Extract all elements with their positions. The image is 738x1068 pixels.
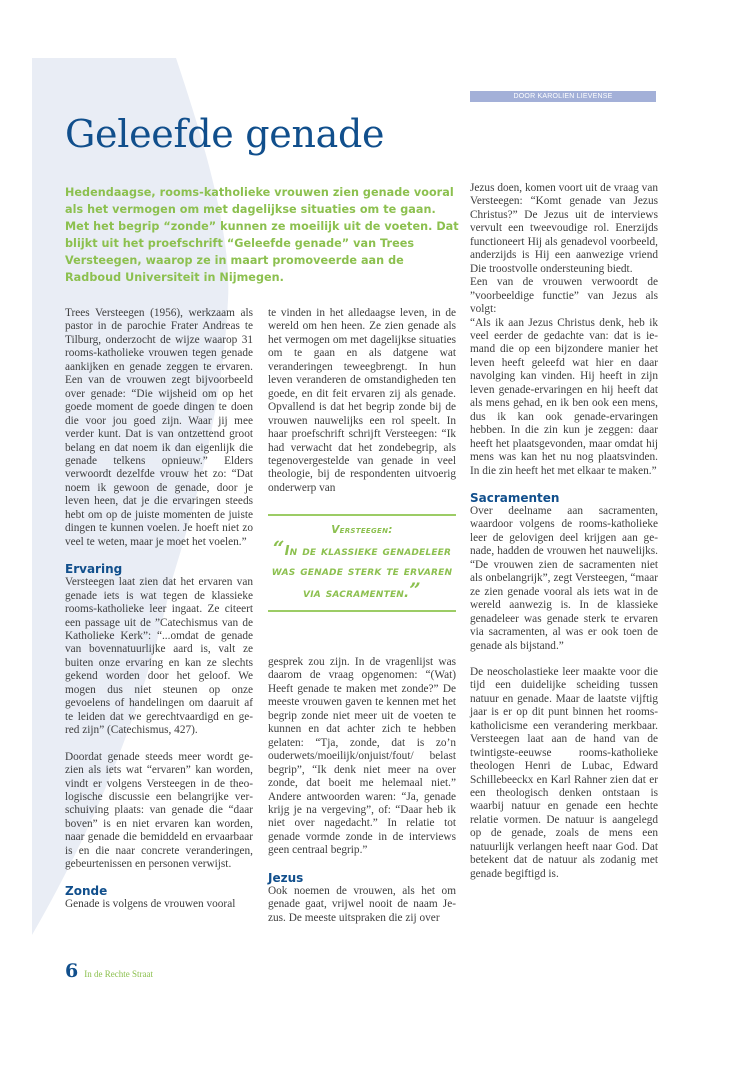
column-2-top [268,307,456,495]
magazine-name: In de Rechte Straat [84,969,153,979]
pull-quote-text: In de klassieke genadeleer was genade sterk te ervaren via sacramenten. [271,544,453,601]
paragraph-sacramenten: Over deelname aan sacramenten, waardoor volgens de rooms-katholieke leer de gelovigen deel krijgen aan genade, hadden de vrouwen het nauwelijks. “De vrouwen zien de sacramenten niet als onbelangrijk”, zegt Versteegen, “maar ze zien genade vooral als iets wat in de wereld aanwezig is. In de klassieke genadeleer was genade sterk te ervaren via sacramenten, al was er ook toen de genade als bijstand.” [470,504,658,652]
column-2-bottom [268,656,456,925]
paragraph-verschuiving: Doordat genade steeds meer wordt gezien als iets wat “ervaren” kan worden, vindt er volgens Versteegen in de theologische discussie een belangrijke verschuiving plaats: van genade die “daar boven” is en niet ervaren kan worden, naar genade die bemiddeld en ervaarbaar is en die naar concrete veranderingen, gebeurtenissen en personen verwijst. [65,750,253,871]
subhead-jezus: Jezus [268,870,304,885]
pull-quote-attribution: Versteegen: [331,524,393,536]
article-lead: Hedendaagse, rooms-katholieke vrouwen zien genade vooral als het vermogen om met dagelijkse situaties om te gaan. Met het begrip “zonde” kunnen ze moeilijk uit de voeten. Dat blijkt uit het proefschrift “Geleefde genade” van Trees Versteegen, waarop ze in maart promoveerde aan de Radboud Universiteit in Nijmegen. [65,186,459,284]
pull-quote-top-rule [268,514,456,516]
paragraph-ervaring: Versteegen laat zien dat het ervaren van genade iets is wat tegen de klassieke rooms-katholieke leer ingaat. Ze citeert een passage uit de ”Catechismus van de Katholieke Kerk”: “...omdat de genade van bovennatuurlijke aard is, valt ze buiten onze ervaring en kan ze slechts gekend worden door het geloof. We mogen dus niet steunen op onze gevoelens of handelingen om daaruit af te leiden dat we gerechtvaardigd en gered zijn” (Catechismus, 427). [65,576,253,737]
paragraph-jezus: Ook noemen de vrouwen, als het om genade gaat, vrijwel nooit de naam Jezus. De meeste uitspraken die zij over [268,884,456,924]
paragraph-quote: “Als ik aan Jezus Christus denk, heb ik veel eerder de gedachte van: dat is iemand die op een bijzondere manier het leven heeft geleefd wat hier en daar navolging kan vinden. Hij heeft in zijn leven genade-ervaringen en hij heeft dat als mens gehad, en ik ben ook een mens, dus ik kan ook genade-ervaringen hebben. In die zin kun je zeggen: daar heeft het plaatsgevonden, maar omdat hij mens was kan het nu nog plaatsvinden. In die zin heeft het met elkaar te maken.” [470,316,658,477]
paragraph-zonde-cont: te vinden in het alledaagse leven, in de wereld om hen heen. Ze zien genade als het vermogen om met dagelijkse situaties om te gaan en als datgene wat veranderingen teweegbrengt. In hun leven veranderen de omstandigheden ten goede, en dit feit ervaren zij als genade. Opvallend is dat het begrip zonde bij de vrouwen nauwelijks een rol speelt. In haar proefschrift schrijft Versteegen: “Ik had verwacht dat het zondebegrip, als tegenovergestelde van genade in veel theologie, bij de respondenten uitvoerig onderwerp van [268,307,456,494]
page-footer [65,960,153,982]
article-title: Geleefde genade [65,112,385,156]
column-1 [65,307,253,911]
pull-quote [268,514,456,612]
page-number: 6 [65,960,79,982]
pull-quote-close-mark: ” [409,578,421,602]
pull-quote-text-block [268,536,456,604]
pull-quote-open-mark: “ [272,536,285,560]
column-3 [470,182,658,881]
paragraph-jezus-cont: Jezus doen, komen voort uit de vraag van Versteegen: “Komt genade van Jezus Christus?” De Jezus uit de interviews vervult een tweevoudige rol. Enerzijds functioneert Hij als genadevol voorbeeld, anderzijds is Hij een aanwezige vriend Die troostvolle ondersteuning biedt. [470,182,658,275]
subhead-sacramenten: Sacramenten [470,490,560,505]
pull-quote-bottom-rule [268,610,456,612]
paragraph-intro: Trees Versteegen (1956), werkzaam als pastor in de parochie Frater Andreas te Tilburg, onderzocht de wijze waarop 31 rooms-katholieke vrouwen tegen genade aankijken en genade zeggen te ervaren. Een van de vrouwen zegt bijvoorbeeld over genade: “Die wijsheid om op het goede moment de goede dingen te doen die voor jou goed zijn. Waar jij mee verder kunt. Dat is van ontzettend groot belang en dat noem ik dan eigenlijk die genade telkens opnieuw.” Elders verwoordt dezelfde vrouw het zo: “Dat noem ik gewoon de genade, door je leven heen, dat je die ervaringen steeds hebt om op de juiste momenten de juiste dingen te kunnen voelen. Je hoeft niet zo veel te weten, maar je moet het voelen.” [65,307,253,548]
subhead-ervaring: Ervaring [65,562,123,577]
paragraph-neoscholastiek: De neoscholastieke leer maakte voor die tijd een duidelijke scheiding tussen natuur en genade. Maar de laatste vijftig jaar is er op dit punt binnen het rooms-katholicisme een verandering merkbaar. Versteegen laat aan de hand van de twintigste-eeuwse rooms-katholieke theologen Henri de Lubac, Edward Schillebeeckx en Karl Rahner zien dat er een theologisch denken ontstaan is waarbij natuur en genade een hechte relatie vormen. De natuur is aangelegd op de genade, zoals de mens een natuurlijk verlangen heeft naar God. Dat betekent dat de natuur als zodanig met genade begiftigd is. [470,665,658,880]
paragraph-vragenlijst: gesprek zou zijn. In de vragenlijst was daarom de vraag opgenomen: “(Wat) Heeft genade te maken met zonde?” De meeste vrouwen gaven te kennen met het begrip zonde niet meer uit de voeten te kunnen en dat achter zich te hebben gelaten: “Tja, zonde, dat is zo’n ouderwets/moeilijk/onjuist/fout/ belast begrip”, “Ik denk niet meer na over zonde, dat boeit me helemaal niet.” Andere antwoorden waren: “Ja, genade krijg je na vergeving”, of: “Daar heb ik niet over nagedacht.” In relatie tot genade vormde zonde in de interviews geen centraal begrip.” [268,656,456,857]
paragraph-zonde-start: Genade is volgens de vrouwen vooral [65,897,236,910]
subhead-zonde: Zonde [65,883,108,898]
byline: DOOR KAROLIEN LIEVENSE [470,91,656,102]
paragraph-voorbeeld: Een van de vrouwen verwoordt de ”voorbeeldige functie” van Jezus als volgt: [470,276,658,316]
